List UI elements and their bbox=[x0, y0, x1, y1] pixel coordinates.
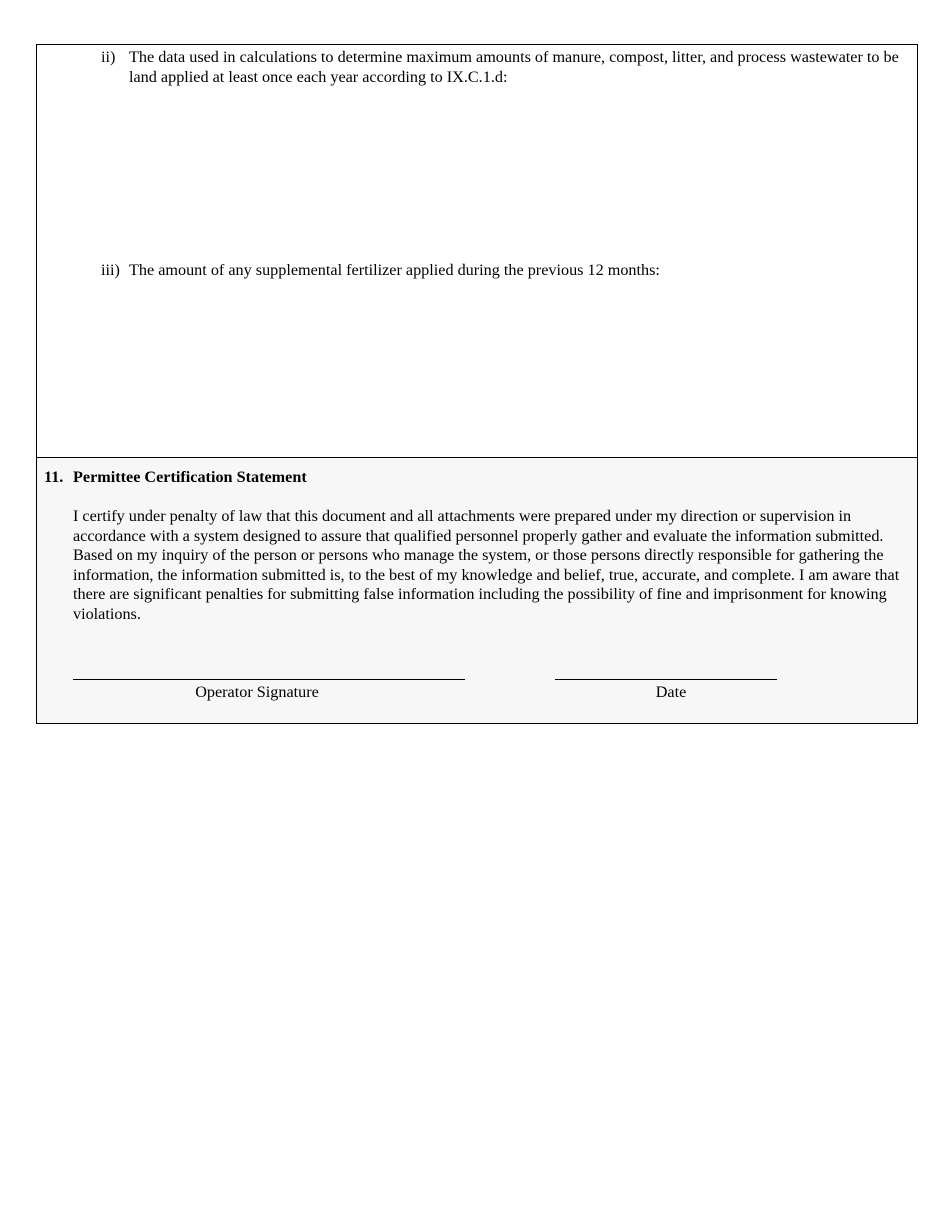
form-box bbox=[36, 44, 918, 724]
question-ii-text: The data used in calculations to determine maximum amounts of manure, compost, litter, and process wastewater to be land applied at least once each year according to IX.C.1.d: bbox=[129, 48, 899, 86]
operator-signature-label: Operator Signature bbox=[195, 683, 319, 701]
data-questions-section bbox=[37, 45, 917, 458]
question-ii-number: ii) bbox=[101, 48, 116, 66]
question-ii bbox=[101, 48, 907, 87]
question-iii-number: iii) bbox=[101, 261, 120, 279]
certification-title: Permittee Certification Statement bbox=[73, 468, 307, 486]
certification-number: 11. bbox=[44, 468, 64, 486]
certification-statement: I certify under penalty of law that this document and all attachments were prepared under my direction or supervision in accordance with a system designed to assure that qualified personnel properly gather and evaluate the information submitted. Based on my inquiry of the person or persons who manage the system, or those persons directly responsible for gathering the information, the information submitted is, to the best of my knowledge and belief, true, accurate, and complete. I am aware that there are significant penalties for submitting false information including the possibility of fine and imprisonment for knowing violations. bbox=[73, 507, 900, 623]
date-label: Date bbox=[655, 683, 687, 701]
date-line[interactable] bbox=[555, 679, 777, 680]
certification-heading bbox=[44, 468, 307, 488]
question-iii-text: The amount of any supplemental fertilizer applied during the previous 12 months: bbox=[129, 261, 660, 279]
operator-signature-line[interactable] bbox=[73, 679, 465, 680]
question-iii bbox=[101, 261, 907, 281]
certification-section bbox=[37, 458, 917, 723]
